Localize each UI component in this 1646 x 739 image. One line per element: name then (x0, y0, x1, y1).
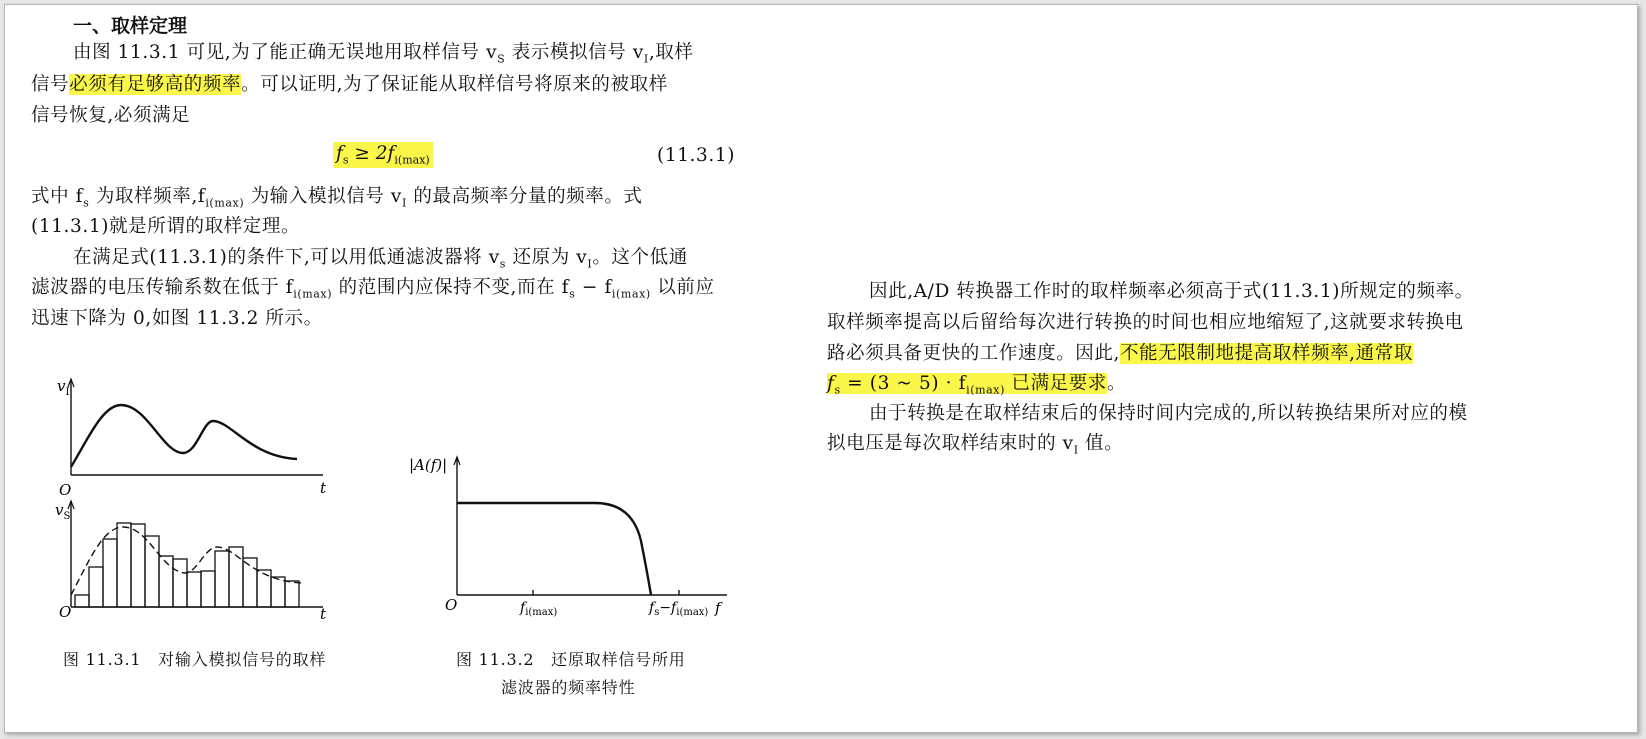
formula-number: (11.3.1) (657, 145, 736, 166)
vs-axis-label: $v_S$ (55, 501, 71, 522)
figure-sampling (45, 371, 345, 627)
tick-fs-minus-fimax: $f_s-f_{i(max)}$ (649, 600, 709, 618)
left-line-4: 式中 $f_s$ 为取样频率$,f_{i(max)}$ 为输入模拟信号 $v_I$ 的最高频率分量的频率。式 (31, 186, 643, 210)
highlight-text: 不能无限制地提高取样频率,通常取 (1119, 343, 1413, 364)
figure-1-caption: 图 11.3.1 对输入模拟信号的取样 (63, 650, 327, 669)
right-line-1: 因此,A/D 转换器工作时的取样频率必须高于式(11.3.1)所规定的频率。 (869, 281, 1474, 302)
left-line-8: 迅速下降为 0,如图 11.3.2 所示。 (31, 308, 323, 329)
origin-label-bottom: O (59, 603, 72, 621)
figure-2-caption-line-2: 滤波器的频率特性 (501, 678, 636, 697)
right-line-3: 路必须具备更快的工作速度。因此,不能无限制地提高取样频率,通常取 (827, 343, 1413, 364)
t-axis-label-bottom: t (320, 605, 327, 623)
left-line-5: (11.3.1)就是所谓的取样定理。 (31, 216, 301, 237)
left-line-2: 信号必须有足够高的频率。可以证明,为了保证能从取样信号将原来的被取样 (31, 74, 668, 95)
origin-label: O (445, 596, 458, 614)
vi-axis-label: $v_I$ (57, 377, 70, 398)
highlight-text: 必须有足够高的频率 (69, 74, 242, 95)
figure-2-caption-line-1: 图 11.3.2 还原取样信号所用 (456, 650, 686, 669)
right-line-5: 由于转换是在取样结束后的保持时间内完成的,所以转换结果所对应的模 (869, 403, 1468, 424)
right-line-6: 拟电压是每次取样结束时的 $v_I$ 值。 (827, 433, 1124, 457)
section-heading: 一、取样定理 (73, 15, 188, 37)
highlight-text: $f_s = (3$ ~ $5) \cdot f_{i(max)}$ 已满足要求 (827, 373, 1107, 397)
left-line-7: 滤波器的电压传输系数在低于 $f_{i(max)}$ 的范围内应保持不变,而在 $f_s - f_{i(max)}$ 以前应 (31, 277, 715, 301)
left-line-1: 由图 11.3.1 可见,为了能正确无误地用取样信号 $v_S$ 表示模拟信号 $v_I$,取样 (73, 42, 694, 66)
formula-sampling-theorem: $f_s \ge 2f_{i(max)}$ (333, 142, 433, 168)
left-line-3: 信号恢复,必须满足 (31, 105, 191, 126)
right-line-2: 取样频率提高以后留给每次进行转换的时间也相应地缩短了,这就要求转换电 (827, 312, 1464, 333)
right-line-4: $f_s = (3$ ~ $5) \cdot f_{i(max)}$ 已满足要求。 (827, 373, 1127, 397)
left-line-6: 在满足式(11.3.1)的条件下,可以用低通滤波器将 $v_s$ 还原为 $v_I$。这个低通 (73, 247, 688, 271)
origin-label-top: O (59, 481, 72, 499)
tick-fimax: $f_{i(max)}$ (520, 600, 558, 618)
f-axis-label: f (715, 599, 721, 617)
t-axis-label-top: t (320, 479, 327, 497)
document-page (4, 4, 1638, 733)
figure-filter-response (405, 445, 745, 631)
gain-axis-label: |A(f)| (409, 456, 448, 474)
